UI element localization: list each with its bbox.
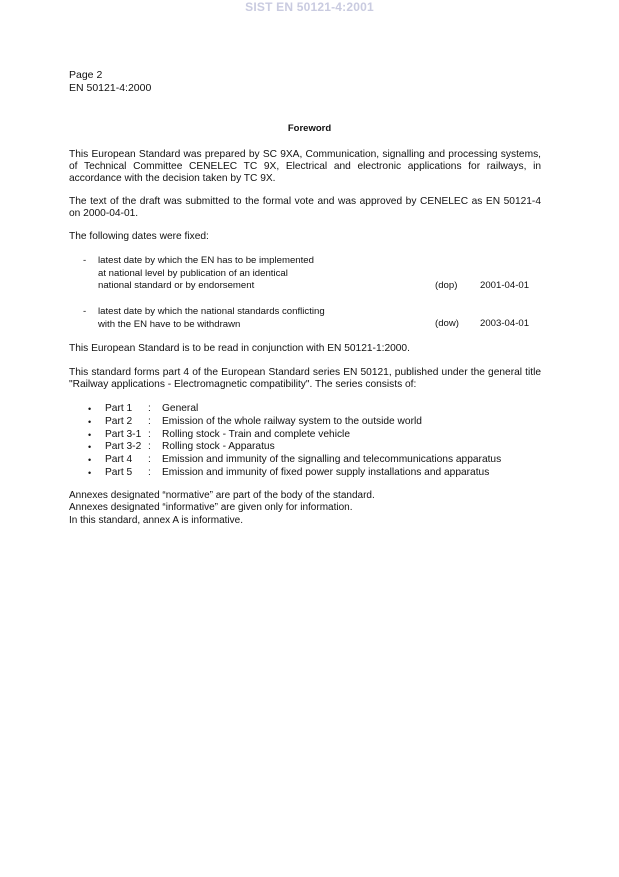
separator: : [148,428,151,440]
watermark: SIST EN 50121-4:2001 [245,0,374,14]
date-value: 2001-04-01 [480,280,530,291]
date-description: latest date by which the national standards conflicting with the EN have to be withdrawn [98,306,325,330]
part-description: Emission and immunity of fixed power supply installations and apparatus [162,466,490,478]
date-description: latest date by which the EN has to be implemented at national level by publication of an identical national standard or by endorsement [98,255,314,291]
paragraph-prepared-by: This European Standard was prepared by SC 9XA, Communication, signalling and processing systems, of Technical Committee CENELEC TC 9X, Electrical and electronic applications for railways, in accordance with the decision taken by TC 9X. [69,149,541,184]
list-item [88,429,548,442]
part-label: Part 1 [105,403,133,414]
list-item [88,454,548,467]
separator: : [148,415,151,427]
separator: : [148,466,151,478]
part-label: Part 5 [105,466,133,478]
paragraph-approval: The text of the draft was submitted to the formal vote and was approved by CENELEC as EN 50121-4 on 2000-04-01. [69,196,541,219]
paragraph-dates-intro: The following dates were fixed: [69,231,209,242]
page-number: Page 2 [69,69,103,81]
bullet-icon: • [88,467,92,478]
bullet-icon: • [88,442,92,453]
date-value: 2003-04-01 [480,318,530,329]
separator: : [148,454,151,466]
bullet-icon: • [88,455,92,466]
annex-note-informative: Annexes designated “informative” are given only for information. [69,502,353,514]
list-item [88,416,548,429]
part-description: Rolling stock - Apparatus [162,441,275,453]
foreword-heading: Foreword [287,123,332,134]
part-label: Part 3-1 [105,428,142,440]
list-item [88,441,548,454]
part-description: General [162,403,199,414]
bullet-icon: • [88,416,92,427]
separator: : [148,403,151,414]
dash-marker: - [83,255,87,266]
part-description: Emission of the whole railway system to the outside world [162,415,422,427]
bullet-icon: • [88,404,92,414]
part-label: Part 2 [105,415,133,427]
paragraph-series: This standard forms part 4 of the European Standard series EN 50121, published under the general title "Railway applications - Electromagnetic compatibility". The series consists of: [69,367,541,390]
dash-marker: - [83,306,87,317]
list-item [88,467,548,480]
part-label: Part 4 [105,454,133,466]
annex-note-normative: Annexes designated “normative” are part of the body of the standard. [69,490,375,501]
part-label: Part 3-2 [105,441,142,453]
bullet-icon: • [88,429,92,440]
page-header [69,69,151,94]
annex-note-annex-a: In this standard, annex A is informative. [69,514,243,526]
separator: : [148,441,151,453]
part-description: Rolling stock - Train and complete vehicle [162,428,350,440]
paragraph-conjunction: This European Standard is to be read in conjunction with EN 50121-1:2000. [69,343,410,354]
part-description: Emission and immunity of the signalling and telecommunications apparatus [162,454,502,466]
list-item [88,403,548,416]
date-abbreviation: (dow) [435,318,459,329]
annex-notes [69,490,375,527]
parts-list [88,403,548,480]
date-abbreviation: (dop) [435,280,458,291]
document-id: EN 50121-4:2000 [69,81,152,94]
